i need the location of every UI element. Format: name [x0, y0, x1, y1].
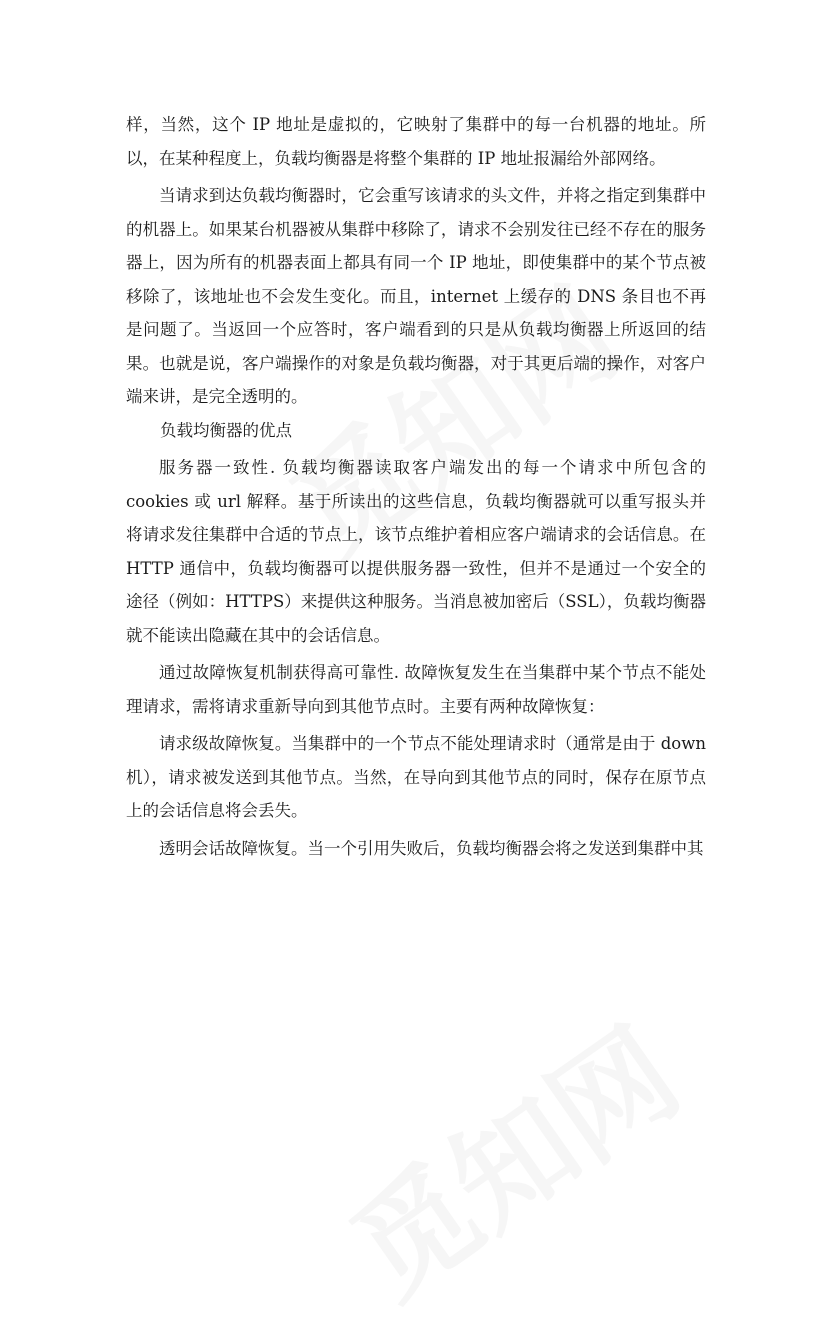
- paragraph-request-level-failover: 请求级故障恢复。当集群中的一个节点不能处理请求时（通常是由于 down 机），请求被发送到其他节点。当然，在导向到其他节点的同时，保存在原节点上的会话信息将会丢失。: [126, 734, 706, 820]
- paragraph-transparent-session-failover: 透明会话故障恢复。当一个引用失败后，负载均衡器会将之发送到集群中其: [159, 838, 704, 858]
- paragraph-failover-reliability: 通过故障恢复机制获得高可靠性. 故障恢复发生在当集群中某个节点不能处理请求，需将请求重新导向到其他节点时。主要有两种故障恢复：: [126, 663, 706, 716]
- watermark-logo-bottom: [313, 982, 707, 1329]
- paragraph-request-arrival: 当请求到达负载均衡器时，它会重写该请求的头文件，并将之指定到集群中的机器上。如果某台机器被从集群中移除了，请求不会别发往已经不存在的服务器上，因为所有的机器表面上都具有同一个 IP 地址，即使集群中的某个节点被移除了，该地址也不会发生变化。而且，internet 上缓存的 DNS 条目也不再是问题了。当返回一个应答时，客户端看到的只是从负载均衡器上所返回的结果。也就是说，客户端操作的对象是负载均衡器，对于其更后端的操作，对客户端来讲，是完全透明的。: [126, 186, 706, 406]
- document-page: [126, 108, 706, 865]
- paragraph-ip-continuation: 样，当然，这个 IP 地址是虚拟的，它映射了集群中的每一台机器的地址。所以，在某种程度上，负载均衡器是将整个集群的 IP 地址报漏给外部网络。: [126, 115, 706, 168]
- section-heading-advantages: 负载均衡器的优点: [160, 420, 292, 440]
- paragraph-server-consistency: 服务器一致性. 负载均衡器读取客户端发出的每一个请求中所包含的 cookies 或 url 解释。基于所读出的这些信息，负载均衡器就可以重写报头并将请求发往集群中合适的节点上，该节点维护着相应客户端请求的会话信息。在 HTTP 通信中，负载均衡器可以提供服务器一致性，但并不是通过一个安全的途径（例如：HTTPS）来提供这种服务。当消息被加密后（SSL），负载均衡器就不能读出隐藏在其中的会话信息。: [126, 458, 706, 645]
